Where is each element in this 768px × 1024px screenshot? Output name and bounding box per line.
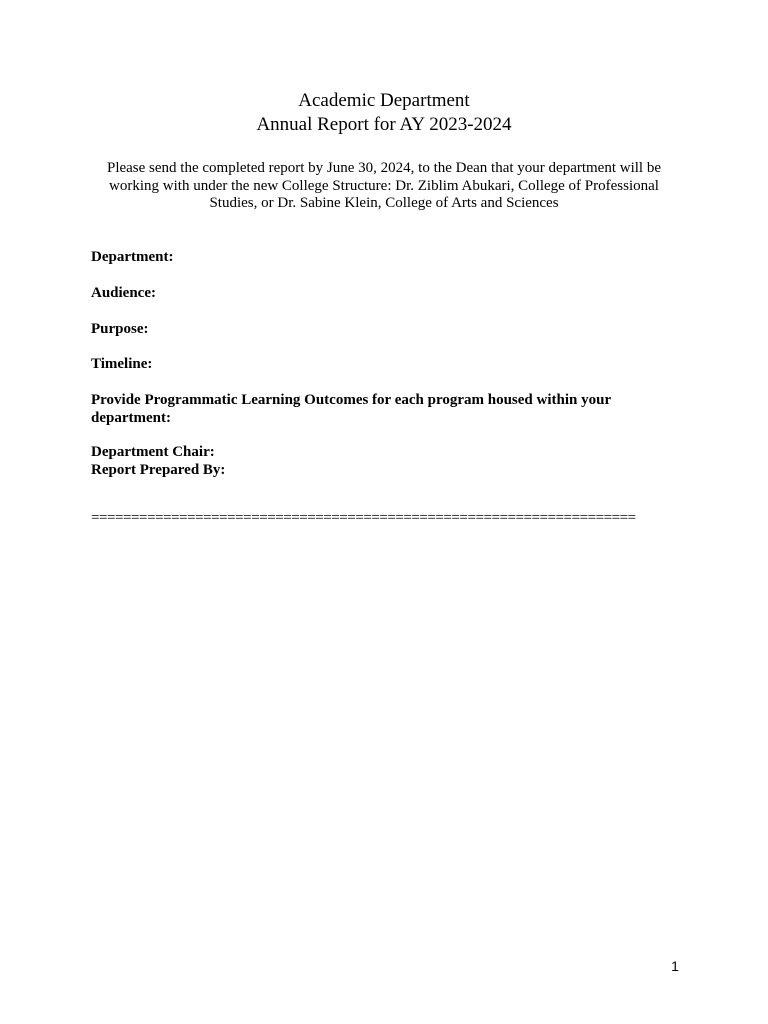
department-label: Department: [91, 249, 174, 265]
title-line-department: Academic Department [298, 90, 470, 111]
page-title [0, 89, 768, 137]
timeline-label: Timeline: [91, 356, 153, 372]
purpose-label: Purpose: [91, 321, 149, 337]
signoff-block [91, 444, 225, 479]
title-line-report: Annual Report for AY 2023-2024 [256, 114, 512, 135]
report-prepared-by-label: Report Prepared By: [91, 461, 226, 478]
page-number: 1 [671, 958, 679, 974]
submission-instructions: Please send the completed report by June 30, 2024, to the Dean that your department will be working with under the new College Structure: Dr. Ziblim Abukari, College of Professional Studies, or Dr. Sabine Klein, College of Arts and Sciences [106, 160, 662, 212]
audience-label: Audience: [91, 285, 156, 301]
section-divider: ==================================================================== [91, 510, 636, 526]
department-chair-label: Department Chair: [91, 444, 215, 460]
learning-outcomes-label: Provide Programmatic Learning Outcomes for each program housed within your department: [91, 392, 611, 426]
